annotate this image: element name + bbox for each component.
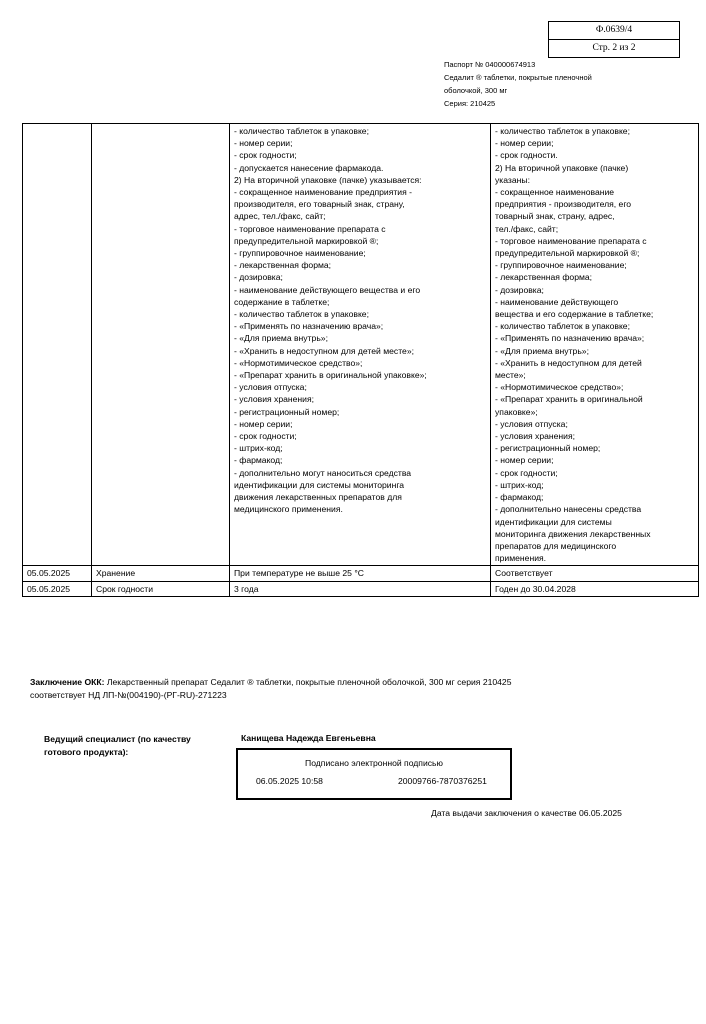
cell-line: 2) На вторичной упаковке (пачке) bbox=[495, 162, 629, 173]
cell-line: - «Хранить в недоступном для детей bbox=[495, 357, 642, 368]
cell-line: - условия отпуска; bbox=[495, 418, 568, 429]
result-cell: Годен до 30.04.2028 bbox=[491, 581, 699, 596]
signature-datetime: 06.05.2025 10:58 bbox=[256, 776, 323, 786]
cell-line: идентификации для системы bbox=[495, 516, 612, 527]
cell-line: - штрих-код; bbox=[234, 443, 283, 454]
conclusion-text: Лекарственный препарат Седалит ® таблетки, покрытые пленочной оболочкой, 300 мг серия 210425 bbox=[104, 677, 512, 687]
cell-line: - регистрационный номер; bbox=[495, 443, 601, 454]
issue-date: Дата выдачи заключения о качестве 06.05.2025 bbox=[431, 808, 622, 818]
table-row bbox=[23, 566, 699, 581]
cell-line: указаны: bbox=[495, 174, 530, 185]
test-results-table bbox=[22, 123, 699, 597]
cell-line: - номер серии; bbox=[495, 138, 554, 149]
cell-line: - срок годности; bbox=[495, 467, 558, 478]
cell-line: - номер серии; bbox=[495, 455, 554, 466]
cell-line: - группировочное наименование; bbox=[495, 260, 627, 271]
specialist-label-line1: Ведущий специалист (по качеству bbox=[44, 734, 191, 744]
cell-line: - номер серии; bbox=[234, 138, 293, 149]
cell-line: применения. bbox=[495, 553, 547, 564]
date-cell: 05.05.2025 bbox=[23, 566, 92, 581]
product-name-line1: Седалит ® таблетки, покрытые пленочной bbox=[444, 73, 592, 82]
requirement-cell: 3 года bbox=[230, 581, 491, 596]
cell-line: - допускается нанесение фармакода. bbox=[234, 162, 384, 173]
cell-line: адрес, тел./факс, сайт; bbox=[234, 211, 326, 222]
cell-line: - условия отпуска; bbox=[234, 382, 307, 393]
specialist-label-line2: готового продукта): bbox=[44, 747, 129, 757]
cell-line: - «Для приема внутрь»; bbox=[234, 333, 328, 344]
cell-line: - «Применять по назначению врача»; bbox=[495, 333, 645, 344]
cell-line: - «Нормотимическое средство»; bbox=[234, 357, 363, 368]
cell-line: предупредительной маркировкой ®; bbox=[495, 248, 640, 259]
cell-line: мониторинга движения лекарственных bbox=[495, 528, 651, 539]
cell-line: - фармакод; bbox=[234, 455, 283, 466]
cell-line: идентификации для системы мониторинга bbox=[234, 479, 405, 490]
cell-line: - условия хранения; bbox=[495, 431, 576, 442]
cell-line: - срок годности. bbox=[495, 150, 558, 161]
product-name-line2: оболочкой, 300 мг bbox=[444, 86, 508, 95]
cell-line: - группировочное наименование; bbox=[234, 248, 366, 259]
cell-line: - дополнительно нанесены средства bbox=[495, 504, 642, 515]
cell-line: - срок годности; bbox=[234, 150, 297, 161]
cell-line: движения лекарственных препаратов для bbox=[234, 492, 402, 503]
cell-line: - условия хранения; bbox=[234, 394, 315, 405]
signature-title: Подписано электронной подписью bbox=[305, 758, 443, 768]
specialist-label bbox=[44, 733, 224, 759]
cell-line: - количество таблеток в упаковке; bbox=[495, 126, 630, 136]
cell-line: - лекарственная форма; bbox=[234, 260, 332, 271]
cell-line: - сокращенное наименование bbox=[495, 187, 615, 198]
cell-line: препаратов для медицинского bbox=[495, 540, 617, 551]
cell-line: - «Применять по назначению врача»; bbox=[234, 321, 384, 332]
date-cell: 05.05.2025 bbox=[23, 581, 92, 596]
cell-line: - дозировка; bbox=[495, 284, 544, 295]
indicator-cell: Срок годности bbox=[92, 581, 230, 596]
cell-line: предупредительной маркировкой ®; bbox=[234, 235, 379, 246]
cell-line: медицинского применения. bbox=[234, 504, 343, 515]
conclusion-label: Заключение ОКК: bbox=[30, 677, 105, 687]
cell-line: - наименование действующего вещества и его bbox=[234, 284, 421, 295]
conclusion bbox=[30, 676, 670, 702]
form-code: Ф.0639/4 bbox=[595, 25, 633, 35]
cell-line: - «Препарат хранить в оригинальной упаковке»; bbox=[234, 370, 427, 381]
indicator-cell: Хранение bbox=[92, 566, 230, 581]
page-number: Стр. 2 из 2 bbox=[549, 39, 679, 57]
cell-line: предприятия - производителя, его bbox=[495, 199, 632, 210]
cell-line: - торговое наименование препарата с bbox=[495, 235, 647, 246]
cell-line: - дозировка; bbox=[234, 272, 283, 283]
requirement-cell: При температуре не выше 25 °С bbox=[230, 566, 491, 581]
cell-line: месте»; bbox=[495, 370, 526, 381]
cell-line: тел./факс, сайт; bbox=[495, 223, 559, 234]
cell-line: 2) На вторичной упаковке (пачке) указывается: bbox=[234, 174, 422, 185]
indicator-cell bbox=[92, 124, 230, 566]
cell-line: - лекарственная форма; bbox=[495, 272, 593, 283]
cell-line: - наименование действующего bbox=[495, 296, 619, 307]
cell-line: - количество таблеток в упаковке; bbox=[495, 321, 630, 332]
form-code-box bbox=[548, 21, 680, 58]
date-cell bbox=[23, 124, 92, 566]
cell-line: - номер серии; bbox=[234, 418, 293, 429]
series-number: Серия: 210425 bbox=[444, 99, 496, 108]
cell-line: - «Нормотимическое средство»; bbox=[495, 382, 624, 393]
passport-number: Паспорт № 040000674913 bbox=[444, 60, 536, 69]
cell-line: - регистрационный номер; bbox=[234, 406, 340, 417]
specialist-name: Канищева Надежда Евгеньевна bbox=[241, 733, 376, 743]
results-cell bbox=[491, 124, 699, 566]
table-row bbox=[23, 581, 699, 596]
cell-line: - количество таблеток в упаковке; bbox=[234, 309, 369, 320]
cell-line: - «Для приема внутрь»; bbox=[495, 345, 589, 356]
cell-line: вещества и его содержание в таблетке; bbox=[495, 309, 654, 320]
cell-line: - сокращенное наименование предприятия - bbox=[234, 187, 412, 198]
cell-line: - торговое наименование препарата с bbox=[234, 223, 386, 234]
table-row bbox=[23, 124, 699, 566]
passport-info bbox=[444, 58, 644, 110]
requirements-cell bbox=[230, 124, 491, 566]
cell-line: - количество таблеток в упаковке; bbox=[234, 126, 369, 136]
cell-line: упаковке»; bbox=[495, 406, 538, 417]
cell-line: - фармакод; bbox=[495, 492, 544, 503]
conclusion-text-line2: соответствует НД ЛП-№(004190)-(РГ-RU)-271223 bbox=[30, 690, 227, 700]
electronic-signature-box bbox=[236, 748, 512, 800]
result-cell: Соответствует bbox=[491, 566, 699, 581]
cell-line: товарный знак, страну, адрес, bbox=[495, 211, 615, 222]
cell-line: - дополнительно могут наноситься средства bbox=[234, 467, 412, 478]
cell-line: - штрих-код; bbox=[495, 479, 544, 490]
cell-line: - «Препарат хранить в оригинальной bbox=[495, 394, 643, 405]
signature-certificate-id: 20009766-7870376251 bbox=[398, 776, 487, 786]
cell-line: содержание в таблетке; bbox=[234, 296, 330, 307]
cell-line: производителя, его товарный знак, страну, bbox=[234, 199, 405, 210]
cell-line: - «Хранить в недоступном для детей месте»; bbox=[234, 345, 415, 356]
cell-line: - срок годности; bbox=[234, 431, 297, 442]
